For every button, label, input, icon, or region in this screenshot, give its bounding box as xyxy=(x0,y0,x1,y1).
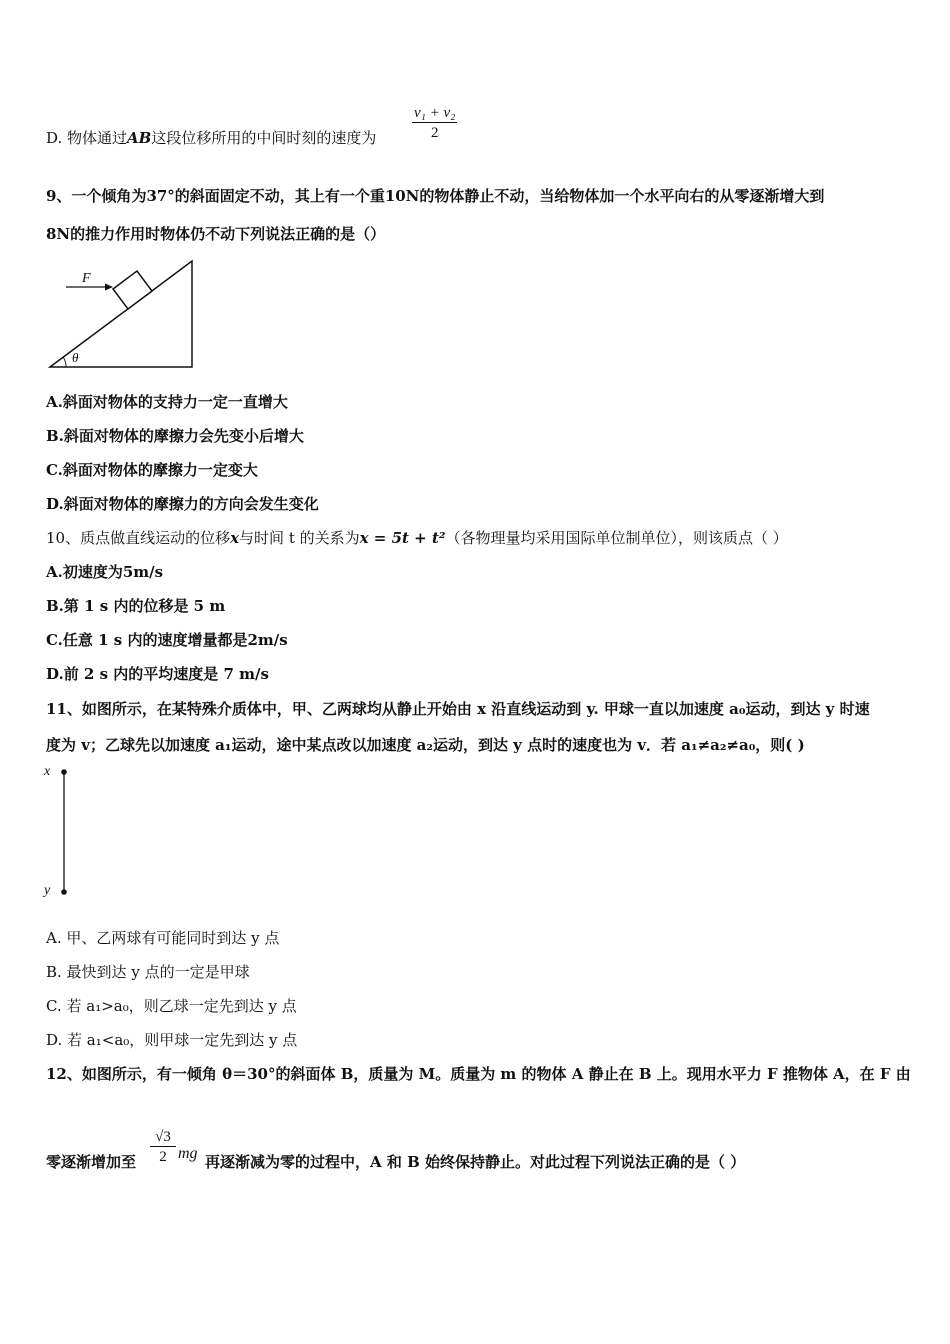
q12-stem-line1: 12、如图所示，有一倾角 θ＝30°的斜面体 B，质量为 M。质量为 m 的物体 A 静止在 B 上。现用水平力 F 推物体 A，在 F 由 xyxy=(46,1065,911,1083)
q10-stem-c: （各物理量均采用国际单位制单位），则该质点（ ） xyxy=(445,529,788,547)
q11-option-b: B. 最快到达 y 点的一定是甲球 xyxy=(46,963,250,981)
q11-option-d: D. 若 a₁<a₀，则甲球一定先到达 y 点 xyxy=(46,1031,298,1049)
point-y-dot xyxy=(61,889,67,895)
q8-option-d-suffix: 这段位移所用的中间时刻的速度为 xyxy=(151,129,377,147)
q9-option-a: A.斜面对物体的支持力一定一直增大 xyxy=(46,393,288,411)
q12-stem-line2b: 再逐渐减为零的过程中，A 和 B 始终保持静止。对此过程下列说法正确的是（ ） xyxy=(205,1153,746,1171)
q8-velocity-fraction xyxy=(412,104,457,143)
q8-fraction-numerator: v₁ + v₂ xyxy=(414,105,456,121)
force-arrow-head xyxy=(105,284,113,291)
q11-option-a: A. 甲、乙两球有可能同时到达 y 点 xyxy=(46,929,280,947)
q10-option-c: C.任意 1 s 内的速度增量都是2m/s xyxy=(46,631,288,649)
q9-stem-line1: 9、一个倾角为37°的斜面固定不动，其上有一个重10N的物体静止不动，当给物体加一个水平向右的从零逐渐增大到 xyxy=(46,187,825,205)
q10-option-a: A.初速度为5m/s xyxy=(46,563,164,581)
q10-stem-b: 与时间 t 的关系为 xyxy=(239,529,360,547)
q12-fraction-numerator: √3 xyxy=(155,1129,171,1145)
q10-stem xyxy=(46,528,788,548)
q12-fraction-denominator: 2 xyxy=(159,1149,167,1165)
q10-formula: x = 5t + t² xyxy=(359,529,446,547)
q8-option-d-ab: AB xyxy=(127,129,152,147)
q10-var-x: x xyxy=(230,529,240,547)
block-on-incline xyxy=(113,271,152,309)
q11-stem-line2: 度为 v；乙球先以加速度 a₁运动，途中某点改以加速度 a₂运动，到达 y 点时的速度也为 v．若 a₁≠a₂≠a₀，则( ) xyxy=(46,736,805,754)
q8-fraction-denominator: 2 xyxy=(430,125,439,141)
q8-option-d xyxy=(46,128,376,148)
q11-option-c: C. 若 a₁>a₀，则乙球一定先到达 y 点 xyxy=(46,997,297,1015)
point-y-label: y xyxy=(44,883,51,898)
angle-arc xyxy=(63,357,66,367)
q9-stem-line2: 8N的推力作用时物体仍不动下列说法正确的是（） xyxy=(46,225,386,243)
q12-mg: mg xyxy=(178,1145,198,1162)
q12-sqrt3-fraction xyxy=(150,1128,176,1167)
q10-option-b: B.第 1 s 内的位移是 5 m xyxy=(46,597,226,615)
q10-option-d: D.前 2 s 内的平均速度是 7 m/s xyxy=(46,665,269,683)
point-x-label: x xyxy=(44,764,51,779)
q11-stem-line1: 11、如图所示，在某特殊介质体中，甲、乙两球均从静止开始由 x 沿直线运动到 y. 甲球一直以加速度 a₀运动，到达 y 时速 xyxy=(46,700,870,718)
angle-label: θ xyxy=(72,350,79,365)
q10-stem-a: 10、质点做直线运动的位移 xyxy=(46,529,231,547)
q9-option-d: D.斜面对物体的摩擦力的方向会发生变化 xyxy=(46,495,319,513)
q12-stem-line2a: 零逐渐增加至 xyxy=(46,1153,137,1171)
q11-xy-figure xyxy=(40,760,80,900)
q9-option-c: C.斜面对物体的摩擦力一定变大 xyxy=(46,461,258,479)
force-label: F xyxy=(82,271,91,286)
q9-incline-figure xyxy=(44,255,200,373)
q8-option-d-prefix: D. 物体通过 xyxy=(46,129,128,147)
q9-option-b: B.斜面对物体的摩擦力会先变小后增大 xyxy=(46,427,304,445)
